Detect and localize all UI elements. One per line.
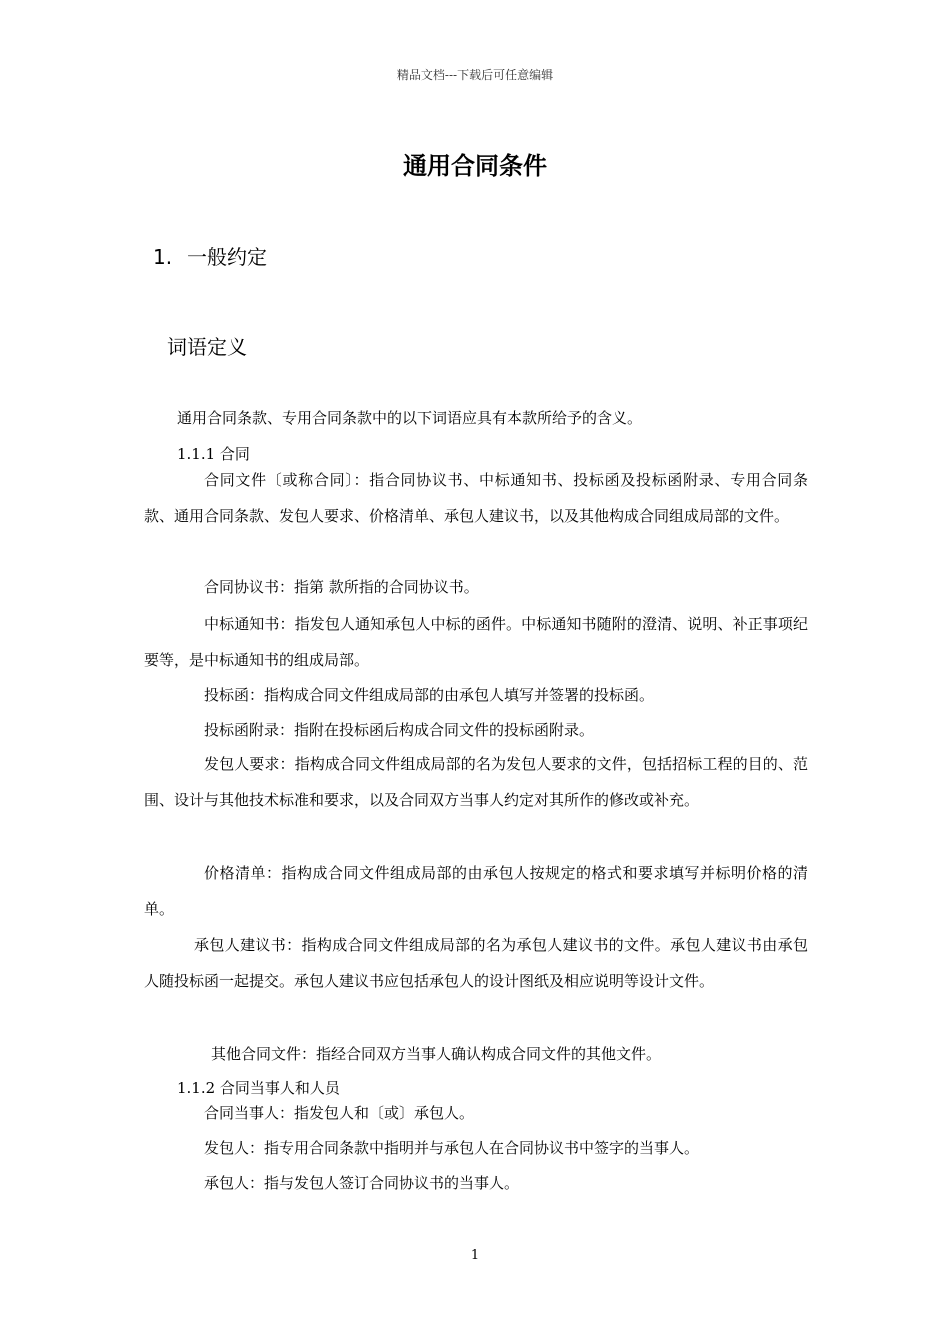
section-heading xyxy=(153,241,267,270)
page-header: 精品文档---下载后可任意编辑 xyxy=(396,68,554,82)
paragraph-price-list: 价格清单：指构成合同文件组成局部的由承包人按规定的格式和要求填写并标明价格的清单。 xyxy=(144,864,808,918)
paragraph-employer-requirements: 发包人要求：指构成合同文件组成局部的名为发包人要求的文件，包括招标工程的目的、范围、设计与其他技术标准和要求，以及合同双方当事人约定对其所作的修改或补充。 xyxy=(144,755,808,809)
paragraph-other-documents: 其他合同文件：指经合同双方当事人确认构成合同文件的其他文件。 xyxy=(211,1045,662,1063)
paragraph-parties: 合同当事人：指发包人和〔或〕承包人。 xyxy=(204,1104,475,1122)
section-number: 1. xyxy=(153,245,173,269)
paragraph-bid-letter: 投标函：指构成合同文件组成局部的由承包人填写并签署的投标函。 xyxy=(204,686,655,704)
page-number: 1 xyxy=(470,1248,480,1263)
paragraph-agreement: 合同协议书：指第 款所指的合同协议书。 xyxy=(204,578,479,596)
paragraph-award-notice: 中标通知书：指发包人通知承包人中标的函件。中标通知书随附的澄清、说明、补正事项纪要等，是中标通知书的组成局部。 xyxy=(144,615,808,669)
paragraph-bid-appendix: 投标函附录：指附在投标函后构成合同文件的投标函附录。 xyxy=(204,721,595,739)
document-title: 通用合同条件 xyxy=(403,152,547,180)
subsection-heading: 词语定义 xyxy=(167,335,247,359)
section-label: 一般约定 xyxy=(187,245,267,269)
intro-paragraph: 通用合同条款、专用合同条款中的以下词语应具有本款所给予的含义。 xyxy=(177,409,643,427)
clause-heading-1-1-1: 1.1.1 合同 xyxy=(177,445,250,463)
paragraph-contractor-proposal: 承包人建议书：指构成合同文件组成局部的名为承包人建议书的文件。承包人建议书由承包人随投标函一起提交。承包人建议书应包括承包人的设计图纸及相应说明等设计文件。 xyxy=(144,936,808,990)
paragraph-contractor: 承包人：指与发包人签订合同协议书的当事人。 xyxy=(204,1174,520,1192)
clause-heading-1-1-2: 1.1.2 合同当事人和人员 xyxy=(177,1079,340,1097)
paragraph-contract-documents: 合同文件〔或称合同〕：指合同协议书、中标通知书、投标函及投标函附录、专用合同条款、通用合同条款、发包人要求、价格清单、承包人建议书，以及其他构成合同组成局部的文件。 xyxy=(144,471,808,525)
paragraph-employer: 发包人：指专用合同条款中指明并与承包人在合同协议书中签字的当事人。 xyxy=(204,1139,700,1157)
